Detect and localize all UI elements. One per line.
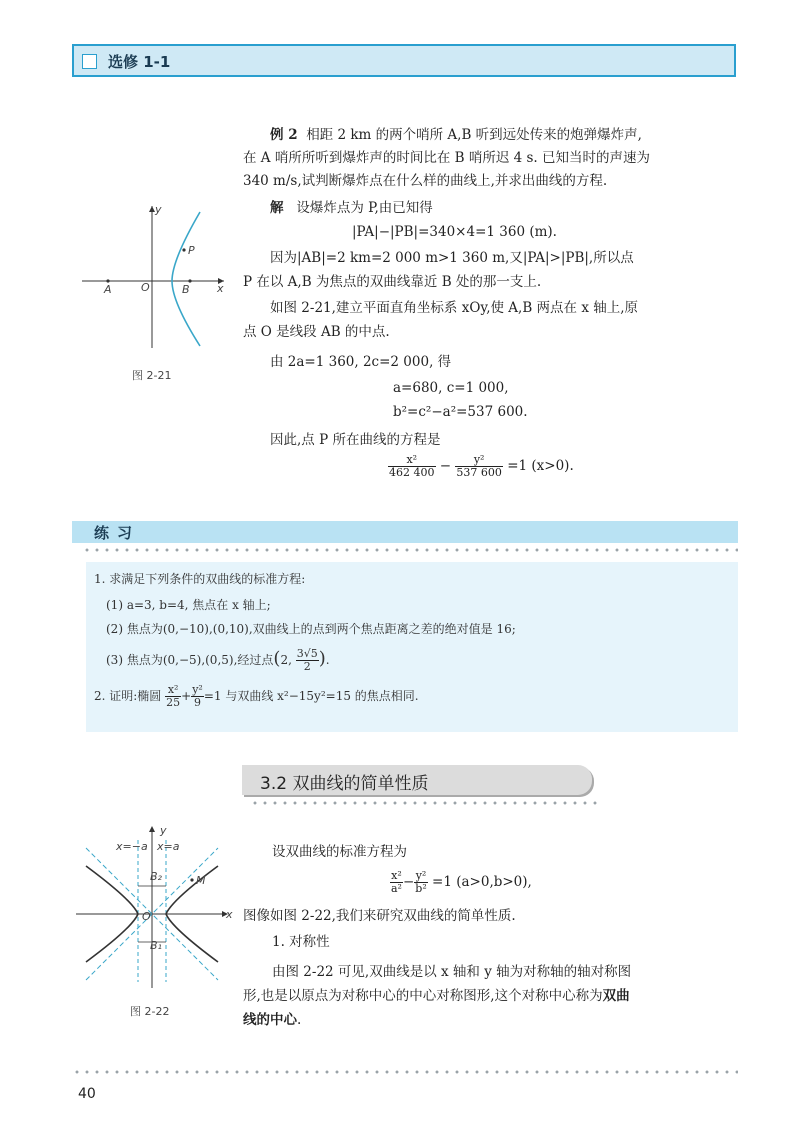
fig21-label-b: B — [182, 283, 190, 296]
example-line-2: 在 A 哨所所听到爆炸声的时间比在 B 哨所迟 4 s. 已知当时的声速为 — [243, 150, 651, 166]
hyperbola-branch — [172, 212, 200, 346]
point-m — [190, 878, 193, 881]
fig21-label-p: P — [188, 244, 195, 257]
body-line-1: 设双曲线的标准方程为 — [272, 844, 407, 860]
section-header — [242, 765, 592, 795]
dotted-divider — [82, 548, 738, 552]
solution-line-1: 解 设爆炸点为 P,由已知得 — [270, 200, 433, 216]
example-line-3: 340 m/s,试判断爆炸点在什么样的曲线上,并求出曲线的方程. — [243, 173, 608, 189]
fig22-label-o: O — [142, 910, 151, 923]
example-label: 例 2 — [270, 127, 298, 143]
fig22-label-m: M — [196, 874, 206, 887]
solution-line-5: 如图 2-21,建立平面直角坐标系 xOy,使 A,B 两点在 x 轴上,原 — [270, 300, 639, 316]
solution-label: 解 — [270, 200, 284, 216]
y-axis-arrow-icon — [149, 826, 155, 832]
header-title: 选修 1-1 — [108, 53, 171, 71]
exercise-q1c: (3) 焦点为(0,−5),(0,5),经过点(2, $\frac{3√5}{2}$ ). — [106, 647, 330, 673]
fig21-label-o: O — [141, 281, 150, 294]
example-line-1: 例 2 相距 2 km 的两个哨所 A,B 听到远处传来的炮弹爆炸声, — [270, 127, 642, 143]
point-p — [182, 248, 185, 251]
body-line-3: 由图 2-22 可见,双曲线是以 x 轴和 y 轴为对称轴的轴对称图 — [272, 964, 632, 980]
figure-2-22-caption: 图 2-22 — [130, 1005, 170, 1018]
solution-line-2: |PA|−|PB|=340×4=1 360 (m). — [352, 224, 557, 240]
solution-line-9: b²=c²−a²=537 600. — [393, 404, 528, 420]
header-square-icon — [82, 54, 97, 69]
fig22-label-b1: B₁ — [150, 939, 162, 952]
solution-line-3: 因为|AB|=2 km=2 000 m>1 360 m,又|PA|>|PB|,所以点 — [270, 250, 634, 266]
body-line-2: 图像如图 2-22,我们来研究双曲线的简单性质. — [243, 908, 516, 924]
page-number: 40 — [78, 1086, 96, 1102]
page-header — [72, 44, 736, 77]
body-heading-symmetry: 1. 对称性 — [272, 934, 330, 950]
body-line-4: 形,也是以原点为对称中心的中心对称图形,这个对称中心称为双曲 — [243, 988, 630, 1004]
fig22-label-y: y — [160, 824, 167, 837]
exercise-q1: 1. 求满足下列条件的双曲线的标准方程: — [94, 572, 306, 586]
figure-2-21 — [78, 200, 228, 350]
section-title: 3.2 双曲线的简单性质 — [260, 774, 429, 794]
fig21-label-x: x — [217, 282, 224, 295]
fig22-label-x-minus-a: x=−a — [116, 840, 148, 853]
solution-line-6: 点 O 是线段 AB 的中点. — [243, 324, 390, 340]
solution-line-4: P 在以 A,B 为焦点的双曲线靠近 B 处的那一支上. — [243, 274, 542, 290]
standard-equation: $\frac{\text{x²}}{\text{a²}}$ − $\frac{\text{y²}}{\text{b²}}$ =1 (a>0,b>0), — [391, 869, 532, 895]
footer-dotted-divider — [72, 1070, 738, 1074]
fig22-label-x: x — [226, 908, 233, 921]
section-dotted-divider — [250, 801, 600, 805]
solution-line-10: 因此,点 P 所在曲线的方程是 — [270, 432, 441, 448]
exercise-q1a: (1) a=3, b=4, 焦点在 x 轴上; — [106, 598, 271, 612]
fig22-label-b2: B₂ — [150, 870, 162, 883]
exercise-box — [86, 562, 738, 732]
fig22-label-x-a: x=a — [157, 840, 180, 853]
hyperbola-equation: $\frac{\text{x²}}{462 400}$ − $\frac{\text{y²}}{537 600}$ =1 (x>0). — [389, 453, 574, 479]
solution-line-7: 由 2a=1 360, 2c=2 000, 得 — [270, 354, 452, 370]
fig21-label-y: y — [155, 203, 162, 216]
fig21-label-a: A — [104, 283, 112, 296]
exercise-band — [72, 521, 738, 543]
exercise-title: 练习 — [94, 524, 141, 542]
exercise-q1b: (2) 焦点为(0,−10),(0,10),双曲线上的点到两个焦点距离之差的绝对值是 16; — [106, 622, 516, 636]
figure-2-21-caption: 图 2-21 — [132, 369, 172, 382]
body-line-5: 线的中心. — [243, 1012, 302, 1028]
exercise-q2: 2. 证明:椭圆 $\frac{\text{x²}}{25}$ + $\frac{\text{y²}}{9}$ =1 与双曲线 x²−15y²=15 的焦点相同. — [94, 683, 419, 709]
figure-2-22 — [72, 822, 232, 992]
solution-line-8: a=680, c=1 000, — [393, 380, 509, 396]
